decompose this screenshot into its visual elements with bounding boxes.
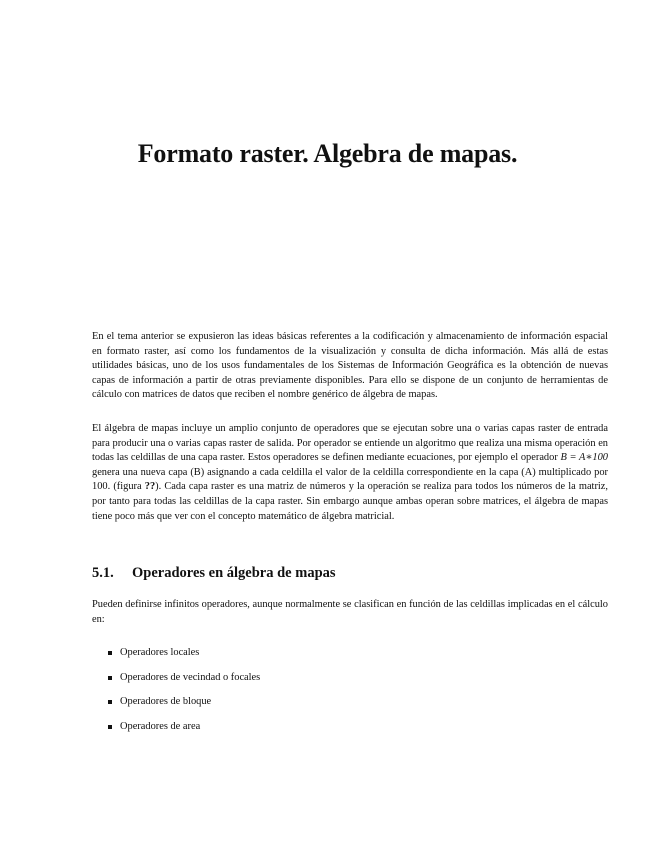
list-item: [108, 695, 260, 720]
paragraph-text: genera una nueva capa (B) asignando a cada celdilla el valor de la celdilla correspondiente en la capa (A) multiplicado por 100. (figura: [92, 466, 608, 493]
operator-list: [108, 646, 260, 744]
bullet-icon: [108, 700, 112, 704]
chapter-title: Formato raster. Algebra de mapas.: [137, 139, 518, 168]
list-item-label: Operadores locales: [120, 647, 200, 658]
paragraph-text: El álgebra de mapas incluye un amplio conjunto de operadores que se ejecutan sobre una o varias capas raster de entrada para producir una o varias capas raster de salida. Por operador se entiende un algoritmo que realiza una misma operación en todas las celdillas de una capa raster. Estos operadores se definen mediante ecuaciones, por ejemplo el operador: [92, 423, 608, 464]
list-item-label: Operadores de bloque: [120, 696, 212, 708]
list-item: [108, 720, 260, 745]
intro-paragraph: En el tema anterior se expusieron las ideas básicas referentes a la codificación y almacenamiento de información espacial en formato raster, así como los fundamentos de la visualización y consulta de dicha información. Más allá de estas utilidades básicas, uno de los usos fundamentales de los Sistemas de Información Geográfica es la obtención de nuevas capas de información a partir de otras previamente disponibles. Para ello se dispone de un conjunto de herramientas de cálculo con matrices de datos que reciben el nombre genérico de álgebra de mapas.: [92, 331, 608, 401]
section-intro-paragraph: Pueden definirse infinitos operadores, aunque normalmente se clasifican en función de las celdillas implicadas en el cálculo en:: [92, 599, 608, 625]
list-item: [108, 646, 260, 671]
bullet-icon: [108, 725, 112, 729]
section-title: Operadores en álgebra de mapas: [132, 565, 336, 581]
equation: B = A∗100: [560, 452, 608, 464]
figure-reference[interactable]: ??: [144, 481, 156, 493]
section-heading: [92, 564, 336, 582]
map-algebra-paragraph: [92, 422, 608, 524]
list-item-label: Operadores de vecindad o focales: [120, 671, 261, 683]
bullet-icon: [108, 651, 112, 655]
list-item: [108, 671, 260, 696]
paragraph-text: ). Cada capa raster es una matriz de números y la operación se realiza para todos los números de la matriz, por tanto para todas las celdillas de la capa raster. Sin embargo aunque ambas operan sobre matrices, el álgebra de mapas tiene poco más que ver con el concepto matemático de álgebra matricial.: [92, 481, 609, 522]
bullet-icon: [108, 676, 112, 680]
section-number: 5.1.: [92, 565, 114, 581]
list-item-label: Operadores de area: [120, 720, 201, 732]
